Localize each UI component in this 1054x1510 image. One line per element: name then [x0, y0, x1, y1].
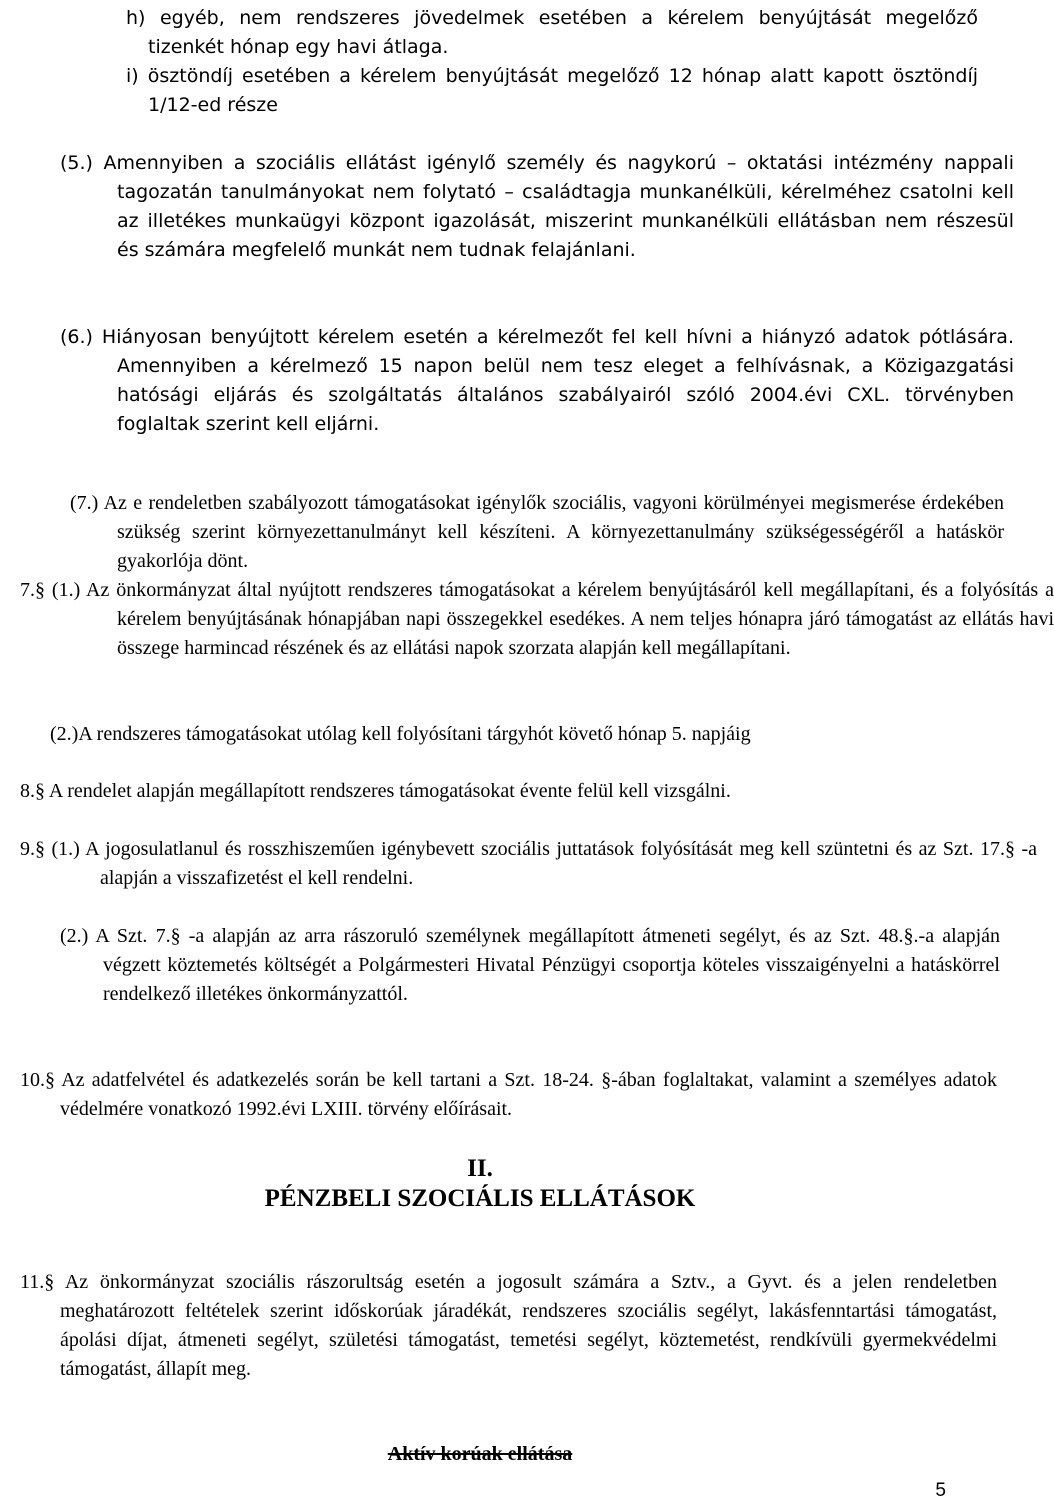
section-7-paragraph-1: 7.§ (1.) Az önkormányzat által nyújtott rendszeres támogatásokat a kérelem benyújtásáról kell megállapítani, és a folyósítás a kérelem benyújtásának hónapjában napi összegekkel esedékes. A nem teljes hónapra járó támogatást az ellátás havi összege harmincad részének és az ellátási napok szorzata alapján kell megállapítani.	[20, 579, 1054, 659]
section-9-paragraph-2: (2.) A Szt. 7.§ -a alapján az arra rászoruló személynek megállapított átmeneti segélyt, és az Szt. 48.§.-a alapján végzett köztemetés költségét a Polgármesteri Hivatal Pénzügyi csoportja köteles visszaigényelni a hatáskörrel rendelkező illetékes önkormányzattól.	[60, 925, 1000, 1005]
list-item-i: i) ösztöndíj esetében a kérelem benyújtását megelőző 12 hónap alatt kapott ösztöndíj 1/12-ed része	[126, 65, 978, 116]
section-9-paragraph-1: 9.§ (1.) A jogosulatlanul és rosszhiszeműen igénybevett szociális juttatások folyósítását meg kell szüntetni és az Szt. 17.§ -a alapján a visszafizetést el kell rendelni.	[20, 838, 1037, 889]
paragraph-7: (7.) Az e rendeletben szabályozott támogatásokat igénylők szociális, vagyoni körülményei megismerése érdekében szükség szerint környezettanulmányt kell készíteni. A környezettanulmány szükségességéről a hatáskör gyakorlója dönt.	[70, 492, 1004, 572]
section-11: 11.§ Az önkormányzat szociális rászorultság esetén a jogosult számára a Sztv., a Gyvt. és a jelen rendeletben meghatározott feltételek szerint időskorúak járadékát, rendszeres szociális segélyt, lakásfenntartási támogatást, ápolási díjat, átmeneti segélyt, születési támogatást, temetési segélyt, köztemetést, rendkívüli gyermekvédelmi támogatást, állapít meg.	[20, 1271, 997, 1380]
section-10: 10.§ Az adatfelvétel és adatkezelés során be kell tartani a Szt. 18-24. §-ában foglaltakat, valamint a személyes adatok védelmére vonatkozó 1992.évi LXIII. törvény előírásait.	[20, 1069, 997, 1120]
chapter-title: PÉNZBELI SZOCIÁLIS ELLÁTÁSOK	[264, 1185, 696, 1212]
section-7-paragraph-2: (2.)A rendszeres támogatásokat utólag kell folyósítani tárgyhót követő hónap 5. napjáig	[50, 723, 751, 745]
paragraph-5: (5.) Amennyiben a szociális ellátást igénylő személy és nagykorú – oktatási intézmény nappali tagozatán tanulmányokat nem folytató – családtagja munkanélküli, kérelméhez csatolni kell az illetékes munkaügyi központ igazolását, miszerint munkanélküli ellátásban nem részesül és számára megfelelő munkát nem tudnak felajánlani.	[60, 152, 1014, 261]
paragraph-6: (6.) Hiányosan benyújtott kérelem esetén a kérelmezőt fel kell hívni a hiányzó adatok pótlására. Amennyiben a kérelmező 15 napon belül nem tesz eleget a felhívásnak, a Közigazgatási hatósági eljárás és szolgáltatás általános szabályairól szóló 2004.évi CXL. törvényben foglaltak szerint kell eljárni.	[60, 326, 1014, 435]
chapter-number: II.	[467, 1155, 493, 1182]
section-8: 8.§ A rendelet alapján megállapított rendszeres támogatásokat évente felül kell vizsgálni.	[20, 780, 731, 802]
subheading: Aktív korúak ellátása	[387, 1443, 573, 1465]
page-number: 5	[935, 1480, 946, 1501]
list-item-h: h) egyéb, nem rendszeres jövedelmek esetében a kérelem benyújtását megelőző tizenkét hónap egy havi átlaga.	[126, 7, 978, 58]
